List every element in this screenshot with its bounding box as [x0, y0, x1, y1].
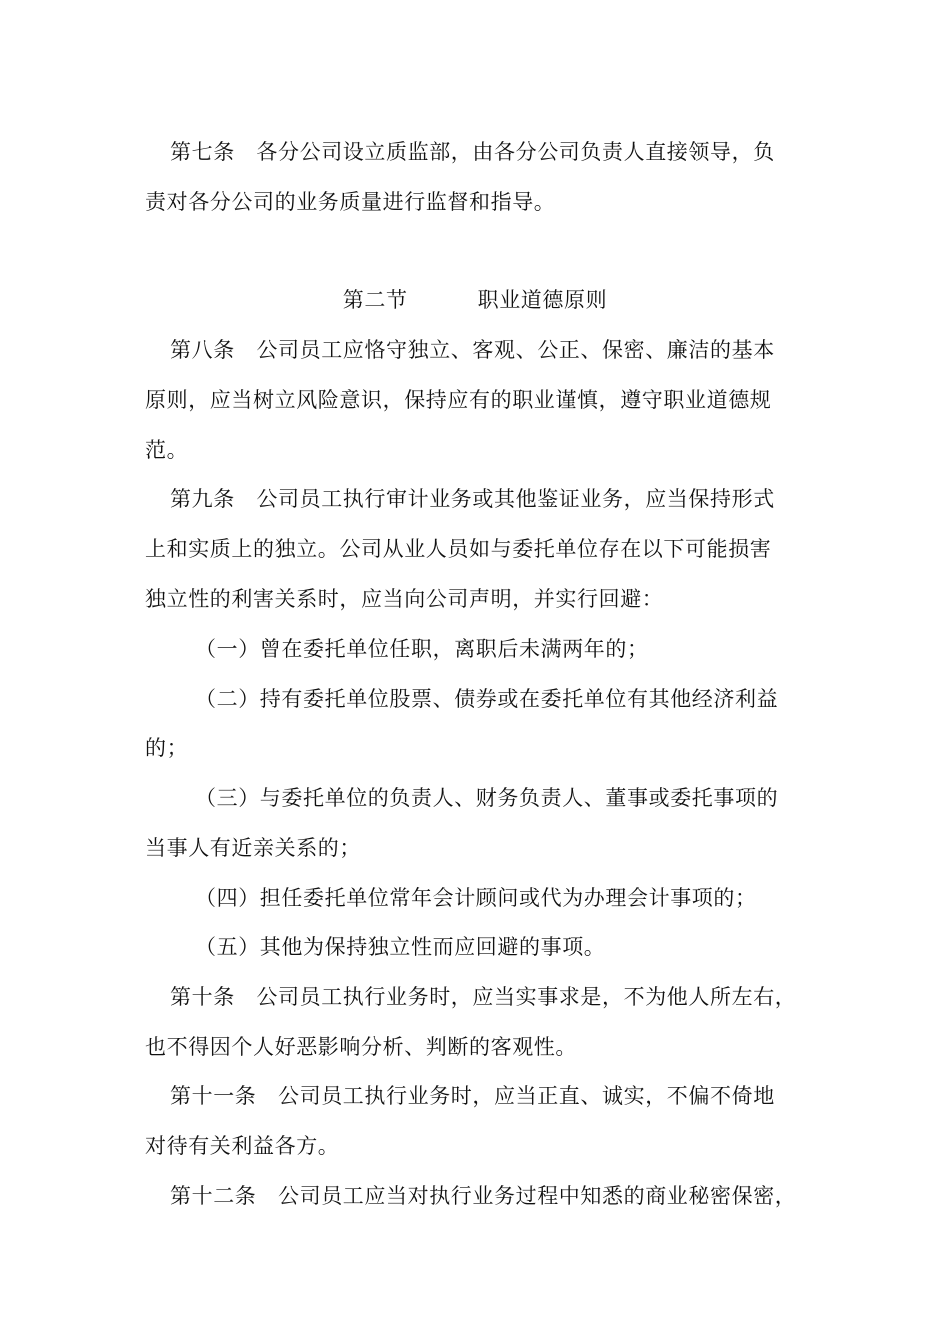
section-title: 职业道德原则: [477, 288, 608, 312]
article-9-item-2-line-1: （二）持有委托单位股票、债券或在委托单位有其他经济利益: [195, 687, 779, 711]
article-7-line-2: 责对各分公司的业务质量进行监督和指导。: [145, 190, 556, 214]
article-12-line-1: 第十二条 公司员工应当对执行业务过程中知悉的商业秘密保密，: [170, 1184, 797, 1208]
article-9-line-3: 独立性的利害关系时，应当向公司声明，并实行回避：: [145, 587, 664, 611]
article-9-line-1: 第九条 公司员工执行审计业务或其他鉴证业务，应当保持形式: [170, 487, 775, 511]
article-9-item-4: （四）担任委托单位常年会计顾问或代为办理会计事项的；: [195, 886, 757, 910]
article-8-line-1: 第八条 公司员工应恪守独立、客观、公正、保密、廉洁的基本: [170, 338, 775, 362]
article-9-line-2: 上和实质上的独立。公司从业人员如与委托单位存在以下可能损害: [145, 537, 772, 561]
article-8-line-2: 原则，应当树立风险意识，保持应有的职业谨慎，遵守职业道德规: [145, 388, 772, 412]
article-9-item-3-line-2: 当事人有近亲关系的；: [145, 836, 361, 860]
article-8-line-3: 范。: [145, 438, 189, 462]
article-10-line-1: 第十条 公司员工执行业务时，应当实事求是，不为他人所左右，: [170, 985, 797, 1009]
article-11-line-1: 第十一条 公司员工执行业务时，应当正直、诚实，不偏不倚地: [170, 1084, 775, 1108]
article-11-line-2: 对待有关利益各方。: [145, 1134, 340, 1158]
article-9-item-3-line-1: （三）与委托单位的负责人、财务负责人、董事或委托事项的: [195, 786, 779, 810]
article-10-line-2: 也不得因个人好恶影响分析、判断的客观性。: [145, 1035, 577, 1059]
section-number: 第二节: [342, 288, 408, 312]
article-7-line-1: 第七条 各分公司设立质监部，由各分公司负责人直接领导，负: [170, 140, 775, 164]
article-9-item-1: （一）曾在委托单位任职，离职后未满两年的；: [195, 637, 649, 661]
section-heading: [0, 285, 950, 315]
article-9-item-2-line-2: 的；: [145, 736, 189, 760]
article-9-item-5: （五）其他为保持独立性而应回避的事项。: [195, 935, 606, 959]
